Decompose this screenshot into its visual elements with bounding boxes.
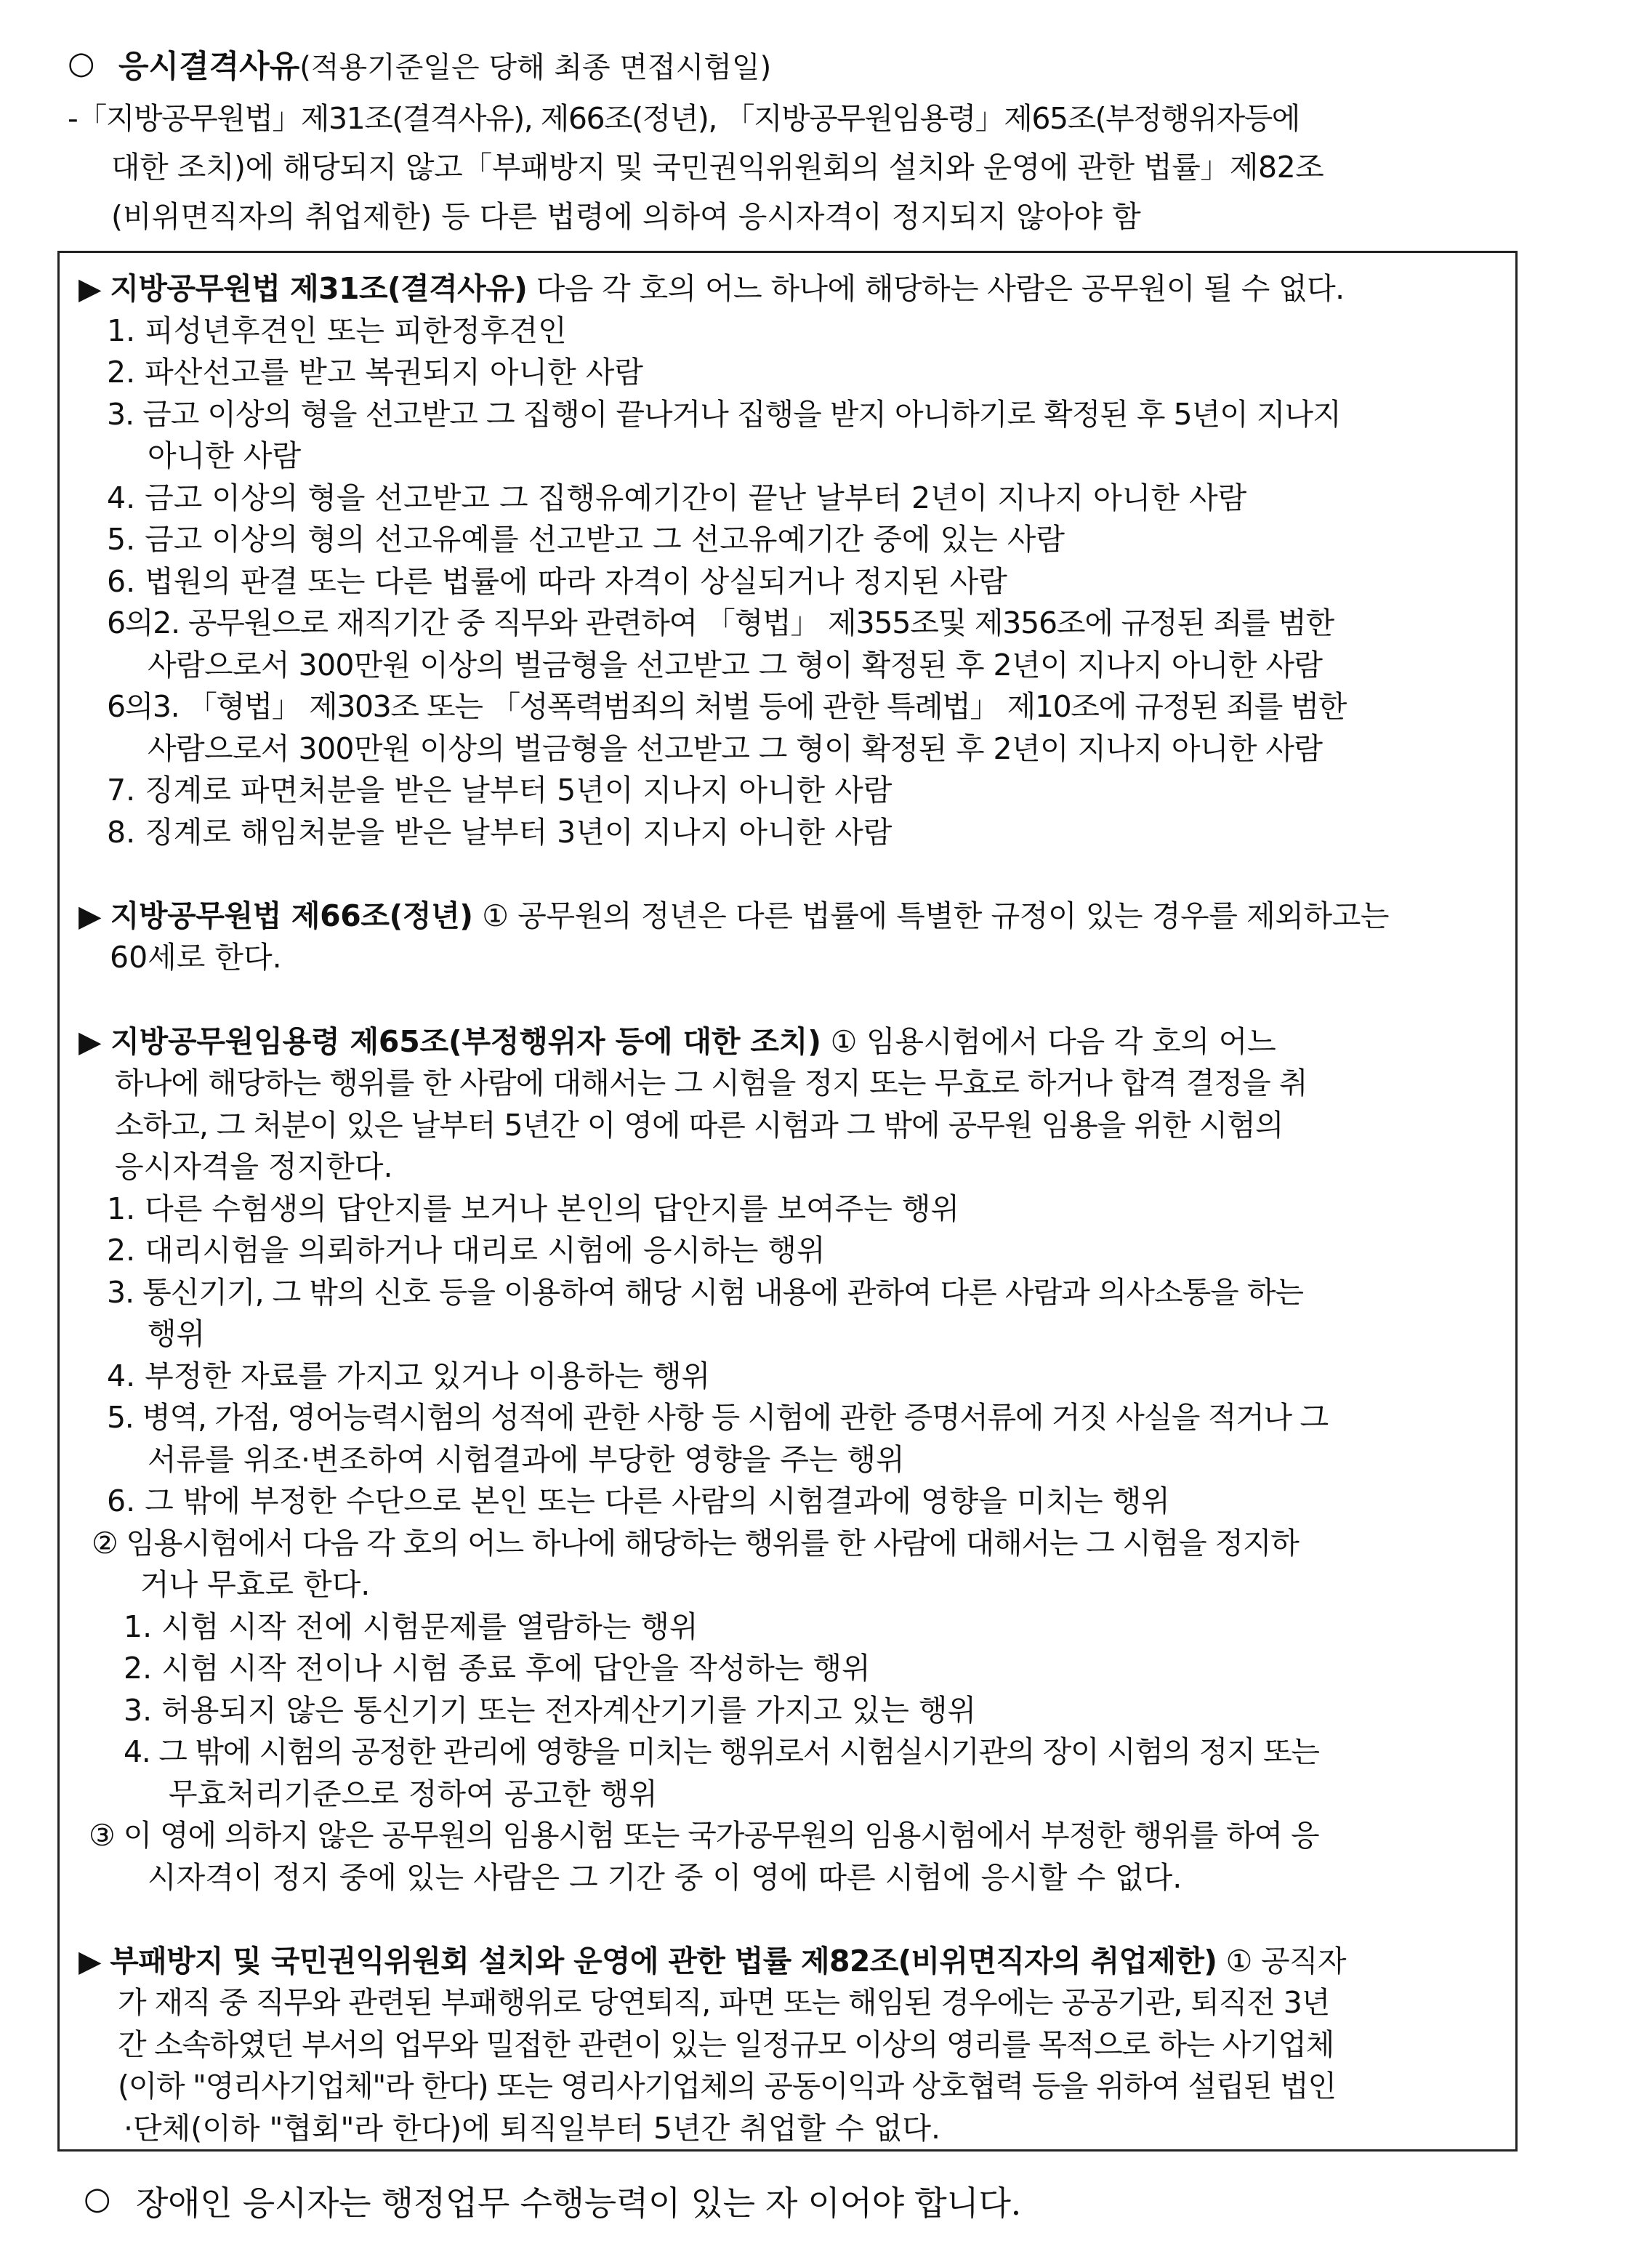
s65-item: 무효처리기준으로 정하여 공고한 행위	[169, 1776, 658, 1811]
s65-lead: ① 임용시험에서 다음 각 호의 어느	[821, 1024, 1276, 1059]
s82-line: ·단체(이하 "협회"라 한다)에 퇴직일부터 5년간 취업할 수 없다.	[124, 2111, 941, 2146]
s31-item: 4. 금고 이상의 형을 선고받고 그 집행유예기간이 끝난 날부터 2년이 지나지 아니한 사람	[107, 480, 1247, 515]
s65-item: 3. 통신기기, 그 밖의 신호 등을 이용하여 해당 시험 내용에 관하여 다른 사람과 의사소통을 하는	[107, 1275, 1304, 1310]
s31-item: 2. 파산선고를 받고 복권되지 아니한 사람	[107, 355, 643, 390]
header-circle-icon: ○	[68, 45, 95, 81]
s66-title: 지방공무원법 제66조(정년)	[110, 898, 473, 933]
footer-circle-icon: ○	[84, 2181, 111, 2217]
s31-item: 아니한 사람	[148, 438, 302, 473]
s31-item: 5. 금고 이상의 형의 선고유예를 선고받고 그 선고유예기간 중에 있는 사람	[107, 522, 1065, 557]
s65-line: 소하고, 그 처분이 있은 날부터 5년간 이 영에 따른 시험과 그 밖에 공무원 임용을 위한 시험의	[115, 1108, 1284, 1143]
s31-heading	[78, 265, 1345, 307]
s66-line: 60세로 한다.	[110, 940, 282, 975]
s31-item: 7. 징계로 파면처분을 받은 날부터 5년이 지나지 아니한 사람	[107, 773, 893, 808]
s31-item: 3. 금고 이상의 형을 선고받고 그 집행이 끝나거나 집행을 받지 아니하기로 확정된 후 5년이 지나지	[107, 397, 1341, 432]
s65-item: 2. 시험 시작 전이나 시험 종료 후에 답안을 작성하는 행위	[124, 1651, 871, 1686]
s31-item: 1. 피성년후견인 또는 피한정후견인	[107, 313, 567, 348]
s31-marker: ▶	[78, 271, 101, 306]
s66-lead: ① 공무원의 정년은 다른 법률에 특별한 규정이 있는 경우를 제외하고는	[472, 898, 1390, 933]
s65-item: 5. 병역, 가점, 영어능력시험의 성적에 관한 사항 등 시험에 관한 증명서류에 거짓 사실을 적거나 그	[107, 1400, 1328, 1435]
s65-para3: 시자격이 정지 중에 있는 사람은 그 기간 중 이 영에 따른 시험에 응시할 수 없다.	[148, 1860, 1182, 1895]
footer-note: 장애인 응시자는 행정업무 수행능력이 있는 자 이어야 합니다.	[136, 2183, 1021, 2223]
s31-item: 8. 징계로 해임처분을 받은 날부터 3년이 지나지 아니한 사람	[107, 815, 893, 850]
intro-line-2: 대한 조치)에 해당되지 않고「부패방지 및 국민권익위원회의 설치와 운영에 관한 법률」제82조	[111, 150, 1324, 185]
s65-marker: ▶	[78, 1024, 102, 1059]
title-sub: (적용기준일은 당해 최종 면접시험일)	[299, 51, 772, 84]
s65-item: 4. 그 밖에 시험의 공정한 관리에 영향을 미치는 행위로서 시험실시기관의 장이 시험의 정지 또는	[124, 1734, 1319, 1769]
s65-item: 4. 부정한 자료를 가지고 있거나 이용하는 행위	[107, 1359, 711, 1393]
s65-item: 서류를 위조·변조하여 시험결과에 부당한 영향을 주는 행위	[148, 1442, 905, 1477]
s31-item: 6의3. 「형법」 제303조 또는 「성폭력범죄의 처벌 등에 관한 특례법」 제10조에 규정된 죄를 범한	[107, 689, 1347, 724]
s31-title: 지방공무원법 제31조(결격사유)	[110, 271, 528, 306]
s66-marker: ▶	[78, 898, 102, 933]
s82-heading	[78, 1937, 1346, 1980]
s65-line: 응시자격을 정지한다.	[115, 1149, 393, 1184]
s65-item: 1. 시험 시작 전에 시험문제를 열람하는 행위	[124, 1609, 698, 1644]
s65-item: 1. 다른 수험생의 답안지를 보거나 본인의 답안지를 보여주는 행위	[107, 1191, 960, 1226]
s82-title: 부패방지 및 국민권익위원회 설치와 운영에 관한 법률 제82조(비위면직자의 취업제한)	[110, 1944, 1217, 1979]
intro-line-3: (비위면직자의 취업제한) 등 다른 법령에 의하여 응시자격이 정지되지 않아야 함	[111, 199, 1141, 234]
section-title	[118, 42, 771, 86]
s82-line: 간 소속하였던 부서의 업무와 밀접한 관련이 있는 일정규모 이상의 영리를 목적으로 하는 사기업체	[118, 2027, 1334, 2062]
s66-heading	[78, 892, 1389, 935]
s65-item: 6. 그 밖에 부정한 수단으로 본인 또는 다른 사람의 시험결과에 영향을 미치는 행위	[107, 1484, 1170, 1518]
intro-line-1: -「지방공무원법」제31조(결격사유), 제66조(정년), 「지방공무원임용령」제65조(부정행위자등에	[68, 101, 1300, 136]
s65-para2: 거나 무효로 한다.	[140, 1567, 371, 1602]
title-main: 응시결격사유	[118, 49, 300, 85]
s82-line: 가 재직 중 직무와 관련된 부패행위로 당연퇴직, 파면 또는 해임된 경우에는 공공기관, 퇴직전 3년	[118, 1985, 1330, 2020]
s82-lead: ① 공직자	[1217, 1944, 1346, 1979]
s31-item: 6. 법원의 판결 또는 다른 법률에 따라 자격이 상실되거나 정지된 사람	[107, 564, 1007, 599]
s65-para2: ② 임용시험에서 다음 각 호의 어느 하나에 해당하는 행위를 한 사람에 대해서는 그 시험을 정지하	[92, 1526, 1299, 1561]
s65-item: 2. 대리시험을 의뢰하거나 대리로 시험에 응시하는 행위	[107, 1233, 826, 1268]
s31-item: 6의2. 공무원으로 재직기간 중 직무와 관련하여 「형법」 제355조및 제356조에 규정된 죄를 범한	[107, 605, 1334, 640]
s65-para3: ③ 이 영에 의하지 않은 공무원의 임용시험 또는 국가공무원의 임용시험에서 부정한 행위를 하여 응	[89, 1818, 1319, 1853]
s65-line: 하나에 해당하는 행위를 한 사람에 대해서는 그 시험을 정지 또는 무효로 하거나 합격 결정을 취	[115, 1066, 1308, 1100]
s65-item: 3. 허용되지 않은 통신기기 또는 전자계산기기를 가지고 있는 행위	[124, 1693, 977, 1728]
s82-line: (이하 "영리사기업체"라 한다) 또는 영리사기업체의 공동이익과 상호협력 등을 위하여 설립된 법인	[118, 2069, 1336, 2104]
s31-item: 사람으로서 300만원 이상의 벌금형을 선고받고 그 형이 확정된 후 2년이 지나지 아니한 사람	[148, 731, 1323, 766]
s65-heading	[78, 1018, 1276, 1060]
s65-title: 지방공무원임용령 제65조(부정행위자 등에 대한 조치)	[110, 1024, 821, 1059]
s31-item: 사람으로서 300만원 이상의 벌금형을 선고받고 그 형이 확정된 후 2년이 지나지 아니한 사람	[148, 648, 1323, 683]
s82-marker: ▶	[78, 1944, 101, 1979]
s65-item: 행위	[148, 1316, 206, 1351]
s31-lead: 다음 각 호의 어느 하나에 해당하는 사람은 공무원이 될 수 없다.	[527, 271, 1345, 306]
